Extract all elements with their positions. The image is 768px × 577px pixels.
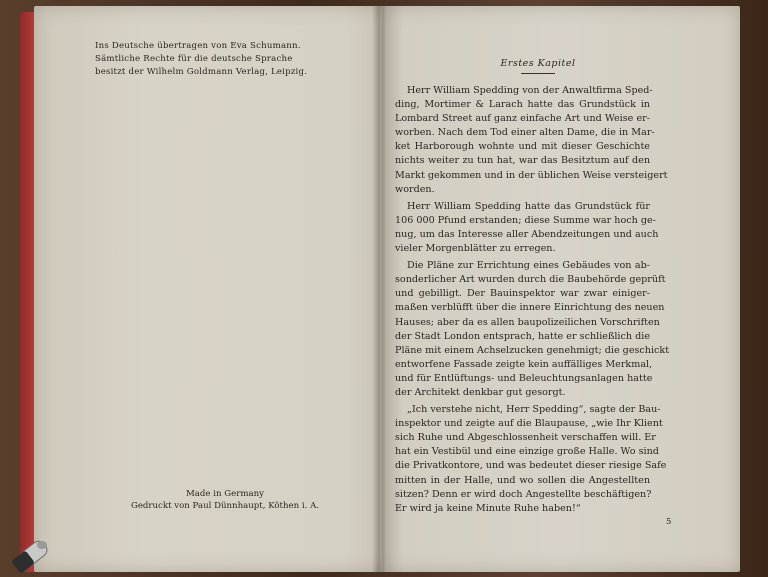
translation-imprint (95, 40, 355, 79)
text-line: maßen verblüfft über die innere Einrichtung des neuen (395, 302, 665, 314)
text-line: Die Pläne zur Errichtung eines Gebäudes von ab- (407, 260, 650, 272)
book-gutter (372, 6, 386, 572)
paragraph (395, 403, 667, 516)
imprint-line: besitzt der Wilhelm Goldmann Verlag, Leipzig. (95, 67, 308, 77)
imprint-line: Ins Deutsche übertragen von Eva Schumann. (95, 41, 301, 51)
text-line: inspektor und zeigte auf die Blaupause, „wie Ihr Klient (395, 418, 663, 430)
chapter-rule (521, 73, 555, 74)
text-line: Herr William Spedding hatte das Grundstück für (407, 200, 650, 212)
text-line: Lombard Street auf ganz einfache Art und Weise er- (395, 113, 650, 125)
text-line: der Architekt denkbar gut gesorgt. (395, 386, 566, 398)
text-line: nug, um das Interesse aller Abendzeitungen und auch (395, 228, 659, 240)
text-line: vieler Morgenblätter zu erregen. (395, 243, 556, 255)
text-line: die Privatkontore, und was bedeutet dieser riesige Safe (395, 460, 667, 472)
text-line: worben. Nach dem Tod einer alten Dame, die in Mar- (395, 127, 655, 139)
text-line: und gebilligt. Der Bauinspektor war zwar einiger- (395, 288, 650, 300)
text-line: Er wird ja keine Minute Ruhe haben!“ (395, 502, 581, 514)
text-line: hat ein Vestibül und eine einzige große Halle. Wo sind (395, 446, 659, 458)
text-line: mitten in der Halle, und wo sollen die Angestellten (395, 474, 650, 486)
text-line: entworfene Fassade zeigte kein auffälliges Merkmal, (395, 358, 653, 370)
text-line: Hauses; aber da es allen baupolizeilichen Vorschriften (395, 316, 660, 328)
text-line: worden. (395, 183, 435, 195)
text-line: sich Ruhe und Abgeschlossenheit verschaffen will. Er (395, 432, 656, 444)
text-line: Herr William Spedding von der Anwaltfirma Sped- (407, 85, 653, 96)
paragraph (395, 200, 659, 256)
text-line: ket Harborough wohnte und mit dieser Geschichte (395, 141, 650, 153)
chapter-body (395, 84, 670, 519)
printer-line: Gedruckt von Paul Dünnhaupt, Köthen i. A. (130, 501, 320, 511)
printer-imprint (95, 488, 355, 512)
text-line: sitzen? Denn er wird doch Angestellte beschäftigen? (395, 488, 652, 500)
chapter-heading: Erstes Kapitel (500, 58, 576, 69)
text-line: sonderlicher Art wurden durch die Baubehörde geprüft (395, 274, 666, 286)
made-in-line: Made in Germany (186, 489, 264, 499)
paragraph (395, 84, 668, 197)
text-line: der Stadt London entsprach, hatte er schließlich die (395, 330, 650, 342)
imprint-line: Sämtliche Rechte für die deutsche Sprache (95, 54, 293, 64)
text-line: „Ich verstehe nicht, Herr Spedding“, sagte der Bau- (407, 404, 661, 416)
paragraph (395, 259, 670, 400)
text-line: nichts weiter zu tun hat, war das Besitztum auf den (395, 155, 650, 167)
text-line: 106 000 Pfund erstanden; diese Summe war hoch ge- (395, 214, 656, 226)
binder-clip-icon (12, 528, 58, 574)
page-number: 5 (666, 517, 672, 527)
text-line: ding, Mortimer & Larach hatte das Grundstück in (395, 99, 650, 111)
text-line: Pläne mit einem Achselzucken genehmigt; die geschickt (395, 344, 670, 356)
text-line: und für Entlüftungs- und Beleuchtungsanlagen hatte (395, 372, 653, 384)
text-line: Markt gekommen und in der üblichen Weise versteigert (395, 169, 668, 181)
